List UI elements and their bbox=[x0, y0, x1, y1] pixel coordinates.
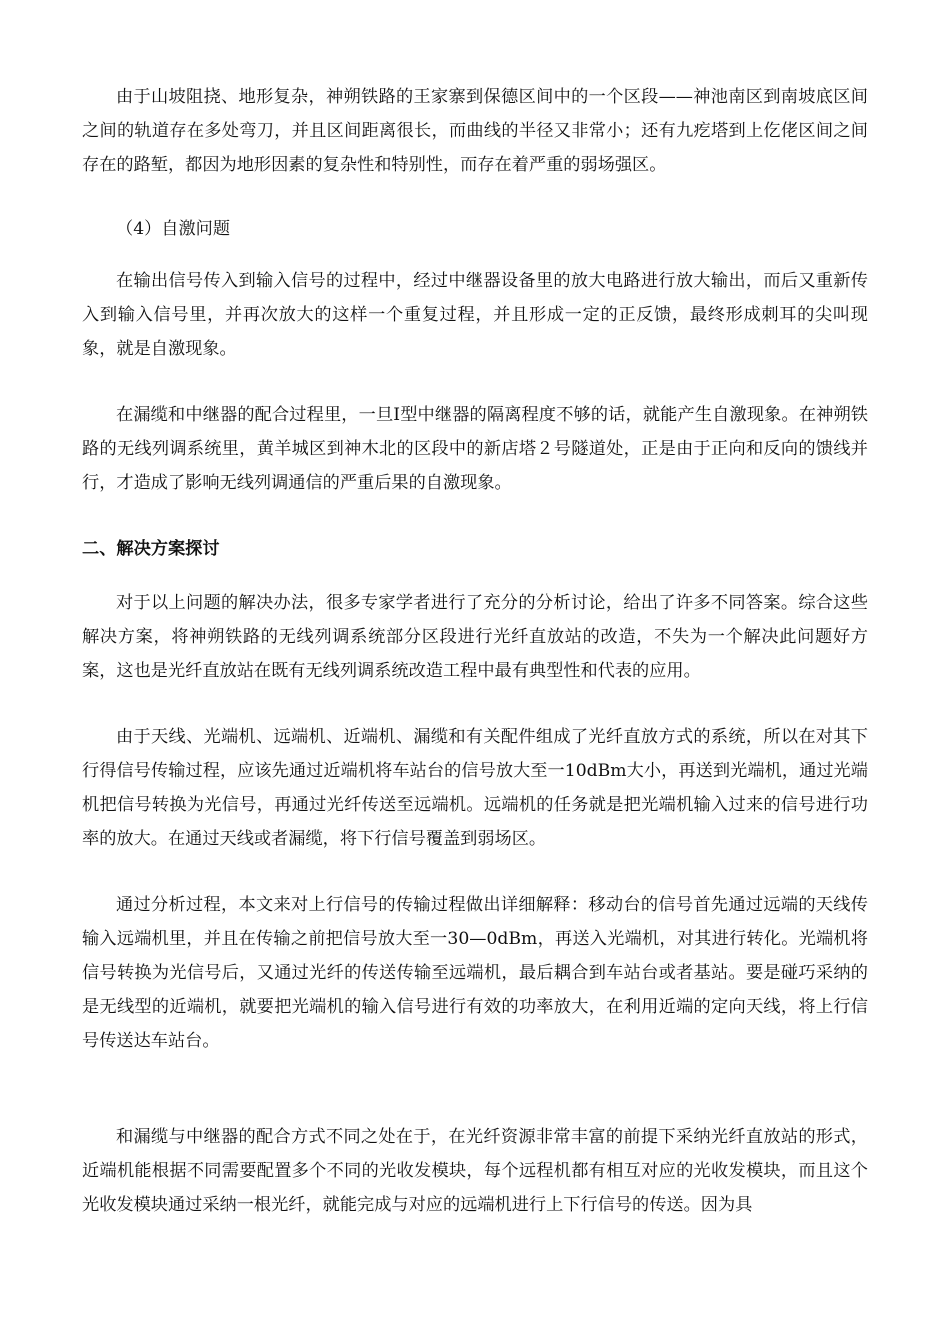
paragraph-leaky-cable-repeater: 在漏缆和中继器的配合过程里，一旦Ⅰ型中继器的隔离程度不够的话，就能产生自激现象。在神朔铁路的无线列调系统里，黄羊城区到神木北的区段中的新店塔２号隧道处，正是由于正向和反向的馈线并行，才造成了影响无线列调通信的严重后果的自激现象。 bbox=[82, 405, 868, 493]
section-heading-solutions: 二、解决方案探讨 bbox=[82, 539, 220, 559]
paragraph-downlink: 由于天线、光端机、远端机、近端机、漏缆和有关配件组成了光纤直放方式的系统，所以在对其下行得信号传输过程，应该先通过近端机将车站台的信号放大至一10dBm大小，再送到光端机，通过光端机把信号转换为光信号，再通过光纤传送至远端机。远端机的任务就是把光端机输入过来的信号进行功率的放大。在通过天线或者漏缆，将下行信号覆盖到弱场区。 bbox=[82, 727, 868, 849]
paragraph-solution-overview: 对于以上问题的解决办法，很多专家学者进行了充分的分析讨论，给出了许多不同答案。综合这些解决方案，将神朔铁路的无线列调系统部分区段进行光纤直放站的改造，不失为一个解决此问题好方案，这也是光纤直放站在既有无线列调系统改造工程中最有典型性和代表的应用。 bbox=[82, 593, 868, 681]
paragraph-self-excitation-definition: 在输出信号传入到输入信号的过程中，经过中继器设备里的放大电路进行放大输出，而后又重新传入到输入信号里，并再次放大的这样一个重复过程，并且形成一定的正反馈，最终形成刺耳的尖叫现象，就是自激现象。 bbox=[82, 271, 868, 359]
paragraph-comparison: 和漏缆与中继器的配合方式不同之处在于，在光纤资源非常丰富的前提下采纳光纤直放站的形式，近端机能根据不同需要配置多个不同的光收发模块，每个远程机都有相互对应的光收发模块，而且这个光收发模块通过采纳一根光纤，就能完成与对应的远端机进行上下行信号的传送。因为具 bbox=[82, 1127, 868, 1215]
paragraph-terrain: 由于山坡阻挠、地形复杂，神朔铁路的王家寨到保德区间中的一个区段——神池南区到南坡底区间之间的轨道存在多处弯刀，并且区间距离很长，而曲线的半径又非常小；还有九疙塔到上仡佬区间之间存在的路堑，都因为地形因素的复杂性和特别性，而存在着严重的弱场强区。 bbox=[82, 87, 868, 175]
subheading-self-excitation: （4）自激问题 bbox=[116, 219, 231, 239]
paragraph-uplink: 通过分析过程，本文来对上行信号的传输过程做出详细解释：移动台的信号首先通过远端的天线传输入远端机里，并且在传输之前把信号放大至一30—0dBm，再送入光端机，对其进行转化。光端机将信号转换为光信号后，又通过光纤的传送传输至远端机，最后耦合到车站台或者基站。要是碰巧采纳的是无线型的近端机，就要把光端机的输入信号进行有效的功率放大，在利用近端的定向天线，将上行信号传送达车站台。 bbox=[82, 895, 868, 1051]
